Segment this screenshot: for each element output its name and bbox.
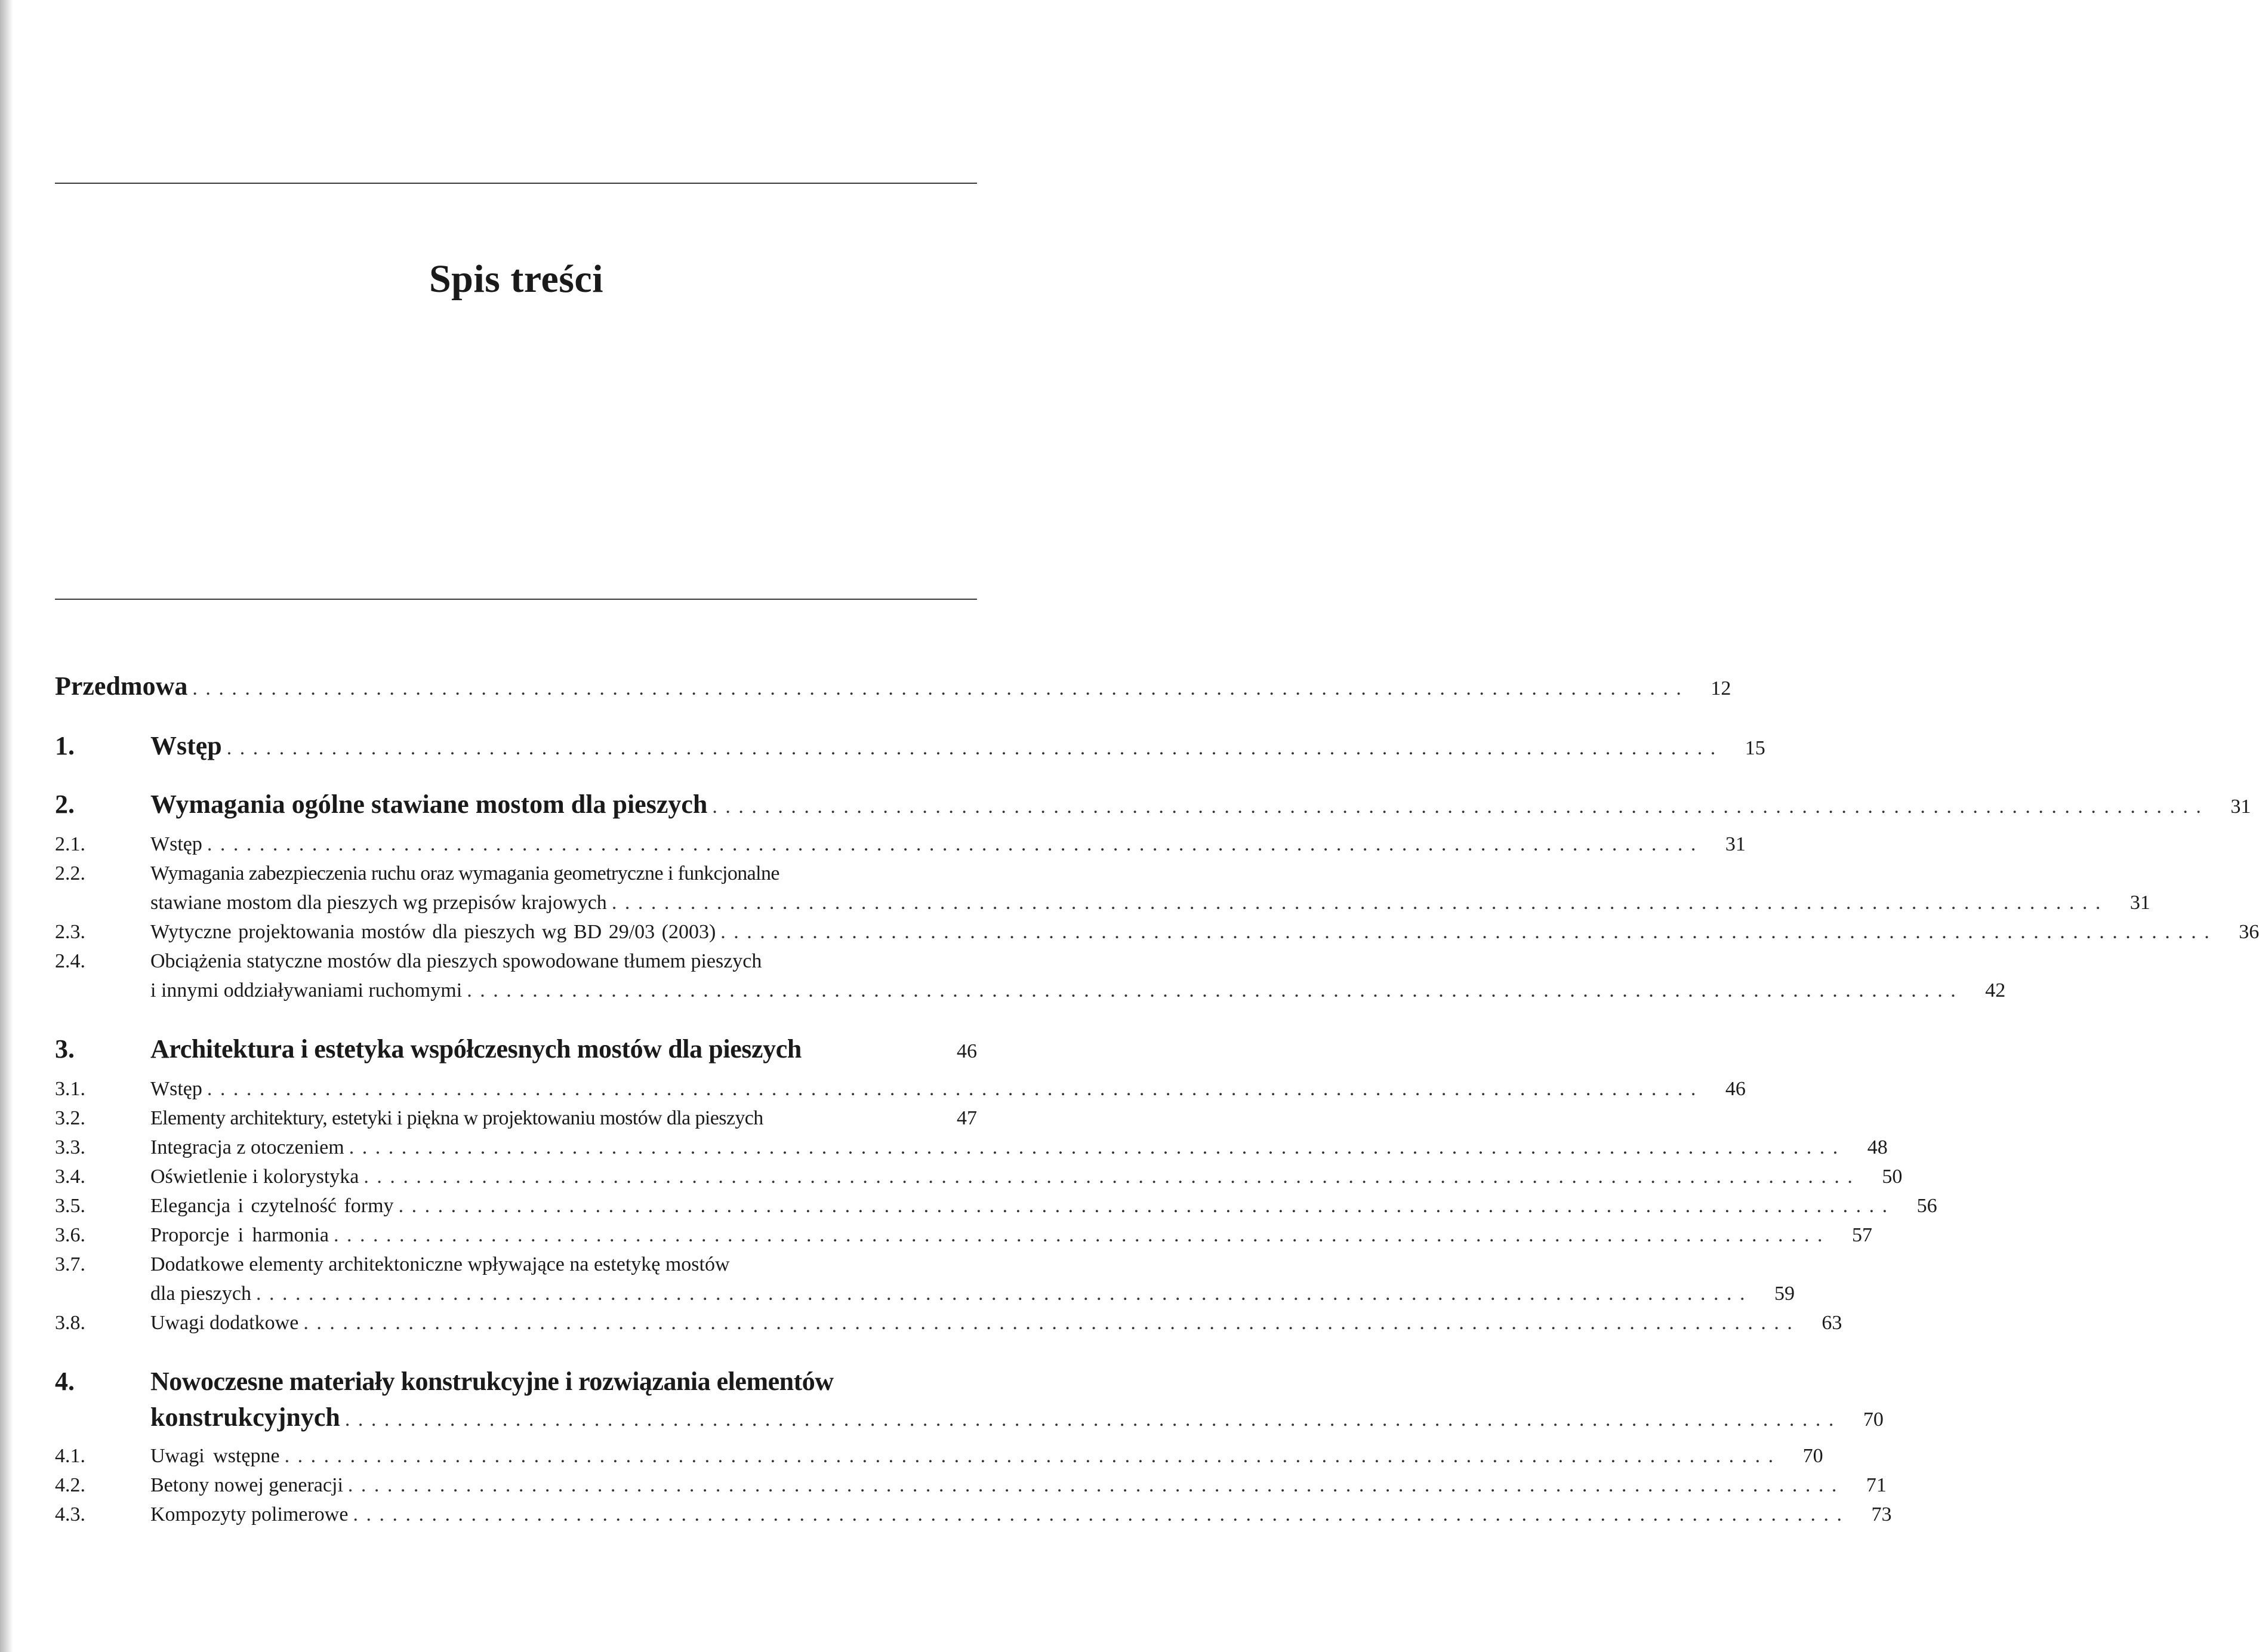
toc-number: 2.1. <box>55 833 85 855</box>
toc-page-number: 59 <box>1774 1283 1795 1305</box>
leader-dots: .................................................................................................................. <box>226 737 1724 759</box>
toc-page-number: 31 <box>1725 833 1746 855</box>
toc-entry-label: i innymi oddziaływaniami ruchomymi <box>150 979 463 1001</box>
toc-entry-label: Elegancja i czytelność formy <box>150 1195 394 1217</box>
top-rule <box>55 183 977 184</box>
toc-entry-label: Dodatkowe elementy architektoniczne wpływające na estetykę mostów <box>150 1253 730 1275</box>
toc-number: 3.7. <box>55 1253 85 1275</box>
leader-dots: .................................................................................................................. <box>467 979 1964 1001</box>
toc-page-number: 70 <box>1802 1445 1823 1467</box>
toc-entry-label: Wymagania ogólne stawiane mostom dla pieszych <box>150 790 708 819</box>
page-edge-shadow <box>0 0 13 1652</box>
toc-page-number: 15 <box>1745 737 1765 759</box>
leader-dots: .................................................................................................................. <box>334 1224 1831 1246</box>
toc-entry-label: Wstęp <box>150 731 222 760</box>
leader-dots: .................................................................................................................. <box>192 677 1690 699</box>
toc-number: 4.3. <box>55 1503 85 1525</box>
toc-page-number: 63 <box>1822 1312 1842 1334</box>
leader-dots: .................................................................................................................. <box>712 796 2209 818</box>
leader-dots: .................................................................................................................. <box>349 1136 1846 1158</box>
toc-entry-label: Oświetlenie i kolorystyka <box>150 1166 359 1188</box>
leader-dots: .................................................................................................................. <box>353 1503 1850 1525</box>
toc-number: 3.8. <box>55 1312 85 1334</box>
toc-page-number: 56 <box>1916 1195 1937 1217</box>
toc-page-number: 57 <box>1852 1224 1873 1246</box>
toc-page-number: 73 <box>1871 1503 1892 1525</box>
toc-number: 3.6. <box>55 1224 85 1246</box>
leader-dots: .................................................................................................................. <box>256 1283 1753 1305</box>
toc-number: 4.2. <box>55 1474 85 1496</box>
toc-page-number: 46 <box>957 1040 977 1062</box>
leader-dots: .................................................................................................................. <box>207 833 1704 855</box>
toc-page-number: 47 <box>957 1107 977 1129</box>
toc-entry-label: Wytyczne projektowania mostów dla pieszych wg BD 29/03 (2003) <box>150 921 716 943</box>
toc-page-number: 48 <box>1867 1136 1888 1158</box>
toc-entry-label: Nowoczesne materiały konstrukcyjne i rozwiązania elementów <box>150 1367 834 1396</box>
toc-number: 2. <box>55 790 75 819</box>
toc-number: 3.4. <box>55 1166 85 1188</box>
toc-entry-label: Elementy architektury, estetyki i piękna w projektowaniu mostów dla pieszych <box>150 1107 763 1129</box>
toc-entry-label: Uwagi dodatkowe <box>150 1312 299 1334</box>
toc-number: 2.3. <box>55 921 85 943</box>
toc-entry-label: Uwagi wstępne <box>150 1445 280 1467</box>
leader-dots: .................................................................................................................. <box>398 1195 1896 1217</box>
page-title: Spis treści <box>429 257 604 301</box>
toc-page-number: 50 <box>1882 1166 1903 1188</box>
toc-entry-label: Przedmowa <box>55 671 188 701</box>
toc-page-number: 36 <box>2239 921 2259 943</box>
toc-page-number: 70 <box>1863 1408 1884 1431</box>
toc-number: 4. <box>55 1367 75 1396</box>
leader-dots: .................................................................................................................. <box>284 1445 1782 1467</box>
toc-number: 3.2. <box>55 1107 85 1129</box>
toc-page-number: 42 <box>1985 979 2006 1001</box>
toc-entry-label: stawiane mostom dla pieszych wg przepisów krajowych <box>150 892 607 914</box>
toc-entry-label: Obciążenia statyczne mostów dla pieszych spowodowane tłumem pieszych <box>150 950 762 972</box>
toc-page-number: 46 <box>1725 1078 1746 1100</box>
leader-dots: .................................................................................................................. <box>347 1474 1845 1496</box>
toc-entry-label: Proporcje i harmonia <box>150 1224 329 1246</box>
toc-page-number: 71 <box>1866 1474 1887 1496</box>
toc-page-number: 31 <box>2129 892 2150 914</box>
leader-dots: .................................................................................................................. <box>344 1408 1842 1431</box>
toc-entry-label: konstrukcyjnych <box>150 1403 340 1432</box>
toc-number: 3. <box>55 1034 75 1064</box>
toc-page-number: 12 <box>1711 677 1731 699</box>
toc-number: 2.4. <box>55 950 85 972</box>
leader-dots: .................................................................................................................. <box>363 1166 1861 1188</box>
toc-entry-label: Wstęp <box>150 1078 202 1100</box>
toc-entry-label: Wstęp <box>150 833 202 855</box>
leader-dots: .................................................................................................................. <box>720 921 2218 943</box>
toc-entry-label: Architektura i estetyka współczesnych mostów dla pieszych <box>150 1034 802 1064</box>
toc-entry-label: dla pieszych <box>150 1283 251 1305</box>
leader-dots: .................................................................................................................. <box>303 1312 1801 1334</box>
leader-dots: .................................................................................................................. <box>611 892 2109 914</box>
toc-entry-label: Integracja z otoczeniem <box>150 1136 344 1158</box>
toc-number: 4.1. <box>55 1445 85 1467</box>
toc-entry-label: Kompozyty polimerowe <box>150 1503 349 1525</box>
toc-entry-label: Betony nowej generacji <box>150 1474 343 1496</box>
toc-entry-label: Wymagania zabezpieczenia ruchu oraz wymagania geometryczne i funkcjonalne <box>150 862 779 884</box>
toc-page-number: 31 <box>2230 796 2251 818</box>
toc-number: 3.1. <box>55 1078 85 1100</box>
leader-dots: .................................................................................................................. <box>207 1078 1704 1100</box>
toc-number: 3.5. <box>55 1195 85 1217</box>
toc-number: 2.2. <box>55 862 85 884</box>
toc-number: 1. <box>55 731 75 760</box>
section-rule <box>55 599 977 600</box>
toc-number: 3.3. <box>55 1136 85 1158</box>
